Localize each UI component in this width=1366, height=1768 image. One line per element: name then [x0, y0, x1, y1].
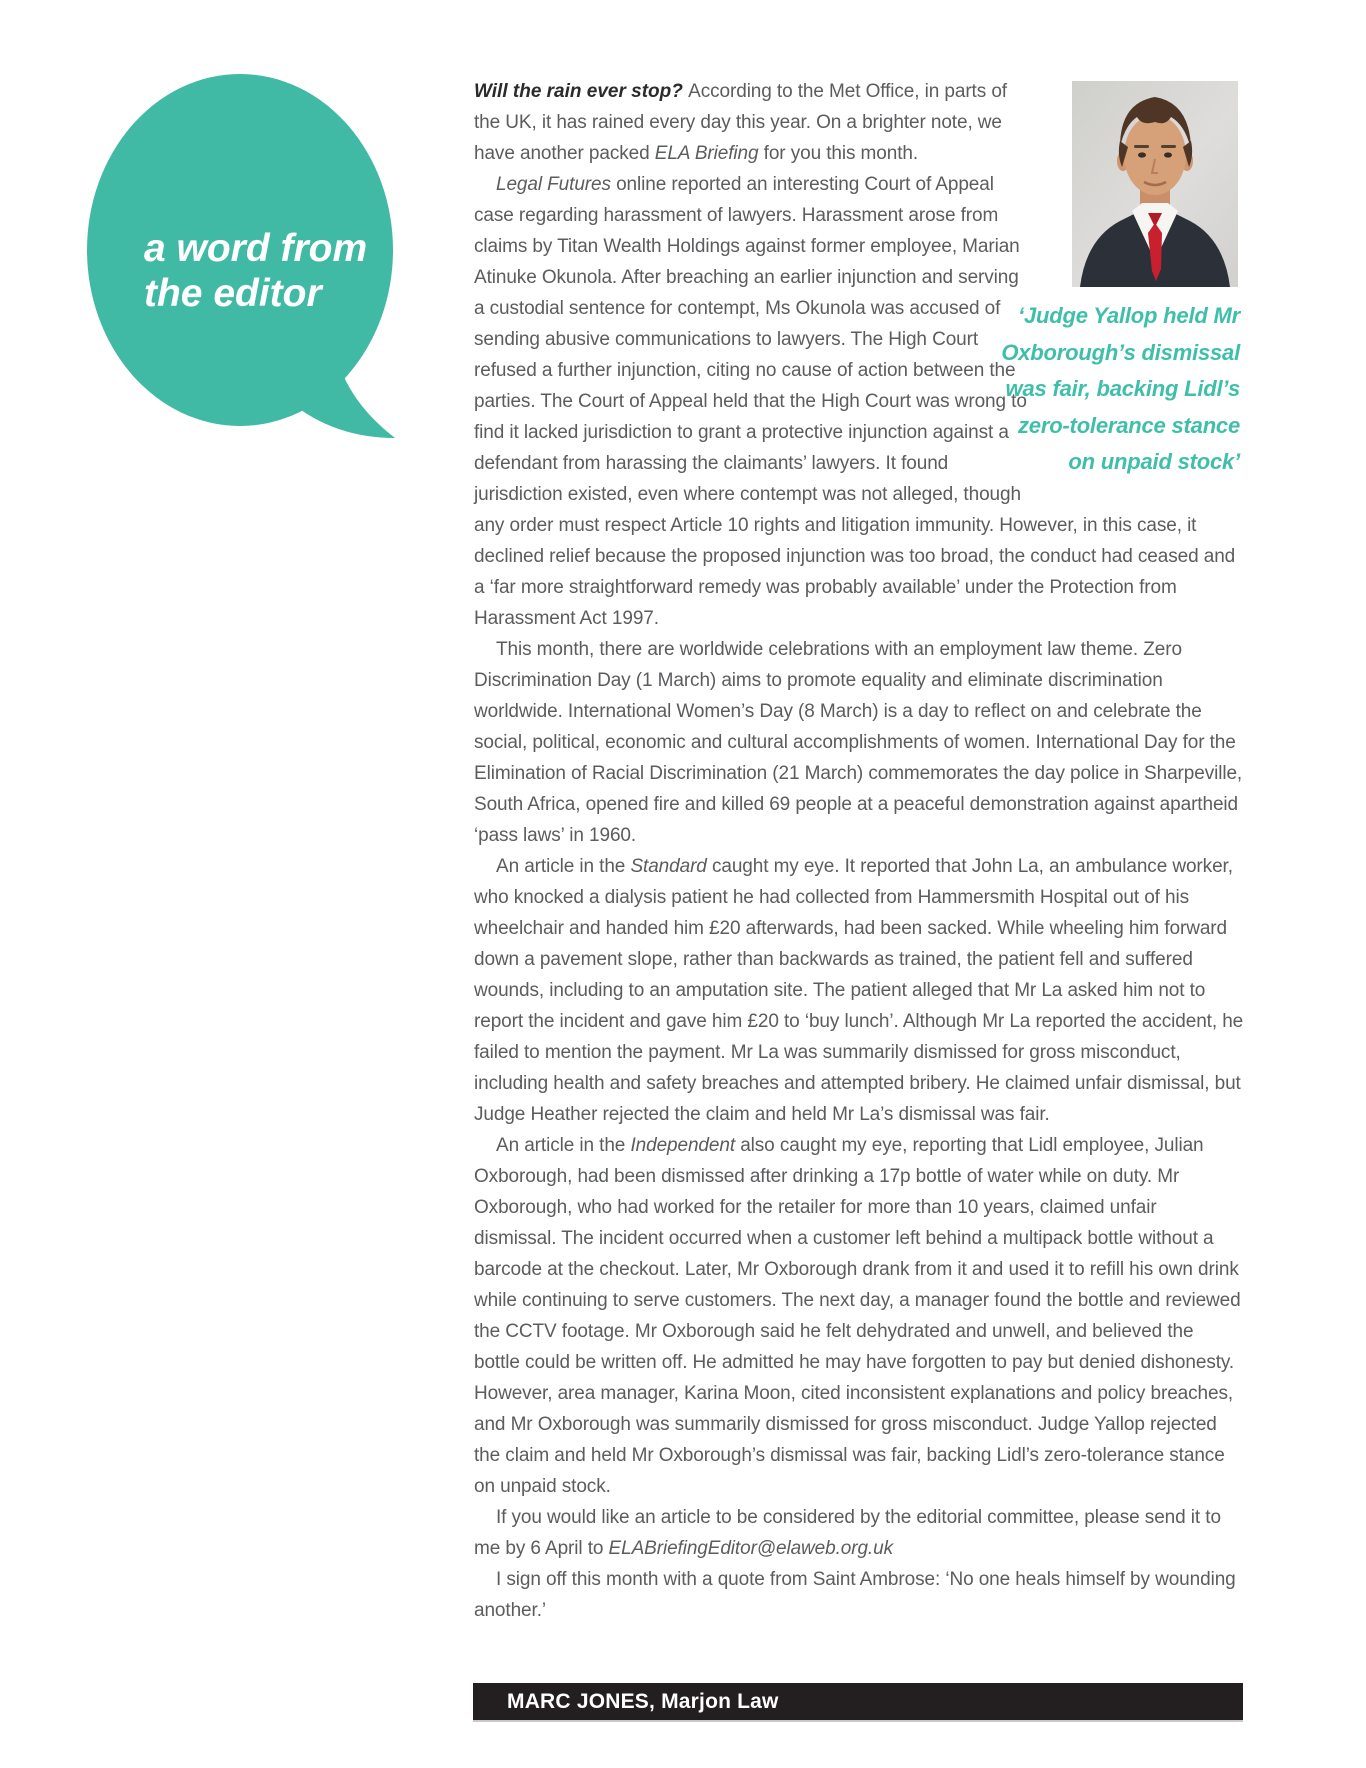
- paragraph: [474, 634, 1244, 851]
- text-segment-normal: also caught my eye, reporting that Lidl employee, Julian Oxborough, had been dismissed after drinking a 17p bottle of water while on duty. Mr Oxborough, who had worked for the retailer for more than 10 years, claimed unfair dismissal. The incident occurred when a customer left behind a multipack bottle without a barcode at the checkout. Later, Mr Oxborough drank from it and used it to refill his own drink while continuing to serve customers. The next day, a manager found the bottle and reviewed the CCTV footage. Mr Oxborough said he felt dehydrated and unwell, and believed the bottle could be written off. He admitted he may have forgotten to pay but denied dishonesty. However, area manager, Karina Moon, cited inconsistent explanations and policy breaches, and Mr Oxborough was summarily dismissed for gross misconduct. Judge Yallop rejected the claim and held Mr Oxborough’s dismissal was fair, backing Lidl’s zero-tolerance stance on unpaid stock.: [474, 1135, 1241, 1497]
- text-segment-italic: Independent: [630, 1135, 736, 1156]
- text-segment-normal: This month, there are worldwide celebrations with an employment law theme. Zero Discrimination Day (1 March) aims to promote equality and eliminate discrimination worldwide. International Women’s Day (8 March) is a day to reflect on and celebrate the social, political, economic and cultural accomplishments of women. International Day for the Elimination of Racial Discrimination (21 March) commemorates the day police in Sharpeville, South Africa, opened fire and killed 69 people at a peaceful demonstration against apartheid ‘pass laws’ in 1960.: [474, 639, 1243, 846]
- text-segment-normal: According to the Met Office, in parts of the UK, it has rained every day this year. On a brighter note, we have another packed: [474, 81, 1007, 164]
- text-segment-italic: ELA Briefing: [654, 143, 759, 164]
- pull-quote-line: zero-tolerance stance: [1018, 412, 1240, 438]
- text-segment-italic: Legal Futures: [496, 174, 611, 195]
- pull-quote-line: ‘Judge Yallop held Mr: [1018, 303, 1240, 328]
- text-segment-normal: An article in the: [496, 1135, 631, 1156]
- paragraph: [474, 1130, 1244, 1502]
- text-segment-normal: for you this month.: [758, 143, 919, 164]
- photo-wrap-spacer: [1028, 76, 1244, 482]
- text-segment-italic: ELABriefingEditor@elaweb.org.uk: [608, 1538, 893, 1559]
- text-segment-normal: caught my eye. It reported that John La, an ambulance worker, who knocked a dialysis patient he had collected from Hammersmith Hospital out of his wheelchair and handed him £20 afterwards, had been sacked. While wheeling him forward down a pavement slope, rather than backwards as trained, the patient fell and suffered wounds, including to an amputation site. The patient alleged that Mr La asked him not to report the incident and gave him £20 to ‘buy lunch’. Although Mr La reported the accident, he failed to mention the payment. Mr La was summarily dismissed for gross misconduct, including health and safety breaches and attempted bribery. He claimed unfair dismissal, but Judge Heather rejected the claim and held Mr La’s dismissal was fair.: [474, 856, 1244, 1125]
- pull-quote-line: was fair, backing Lidl’s: [1005, 376, 1240, 401]
- text-segment-normal: If you would like an article to be considered by the editorial committee, please send it to me by 6 April to: [474, 1507, 1221, 1559]
- text-segment-normal: An article in the: [496, 856, 631, 877]
- paragraph: [474, 1502, 1244, 1564]
- paragraph: [474, 851, 1244, 1130]
- byline-label: MARC JONES, Marjon Law: [507, 1689, 779, 1713]
- page-title-line-2: the editor: [144, 272, 322, 315]
- article-body: [474, 76, 1244, 1626]
- page-title-line-1: a word from: [144, 227, 368, 270]
- text-segment-normal: I sign off this month with a quote from Saint Ambrose: ‘No one heals himself by wounding another.’: [474, 1569, 1236, 1621]
- text-segment-normal: online reported an interesting Court of Appeal case regarding harassment of lawyers. Harassment arose from claims by Titan Wealth Holdings against former employee, Marian Atinuke Okunola. After breaching an earlier injunction and serving a custodial sentence for contempt, Ms Okunola was accused of sending abusive communications to lawyers. The High Court refused a further injunction, citing no cause of action between the parties. The Court of Appeal held that the High Court was wrong to find it lacked jurisdiction to grant a protective injunction against a defendant from harassing the claimants’ lawyers. It found jurisdiction existed, even where contempt was not alleged, though any order must respect Article 10 rights and litigation immunity. However, in this case, it declined relief because the proposed injunction was too broad, the conduct had ceased and a ‘far more straightforward remedy was probably available’ under the Protection from Harassment Act 1997.: [474, 174, 1236, 629]
- text-segment-lead: Will the rain ever stop?: [474, 81, 689, 102]
- page-title: [144, 226, 367, 316]
- byline-bar: [473, 1683, 1243, 1722]
- pull-quote-line: Oxborough’s dismissal: [1001, 339, 1240, 365]
- paragraph: [474, 1564, 1244, 1626]
- pull-quote-line: on unpaid stock’: [1068, 449, 1240, 474]
- text-segment-italic: Standard: [630, 856, 707, 877]
